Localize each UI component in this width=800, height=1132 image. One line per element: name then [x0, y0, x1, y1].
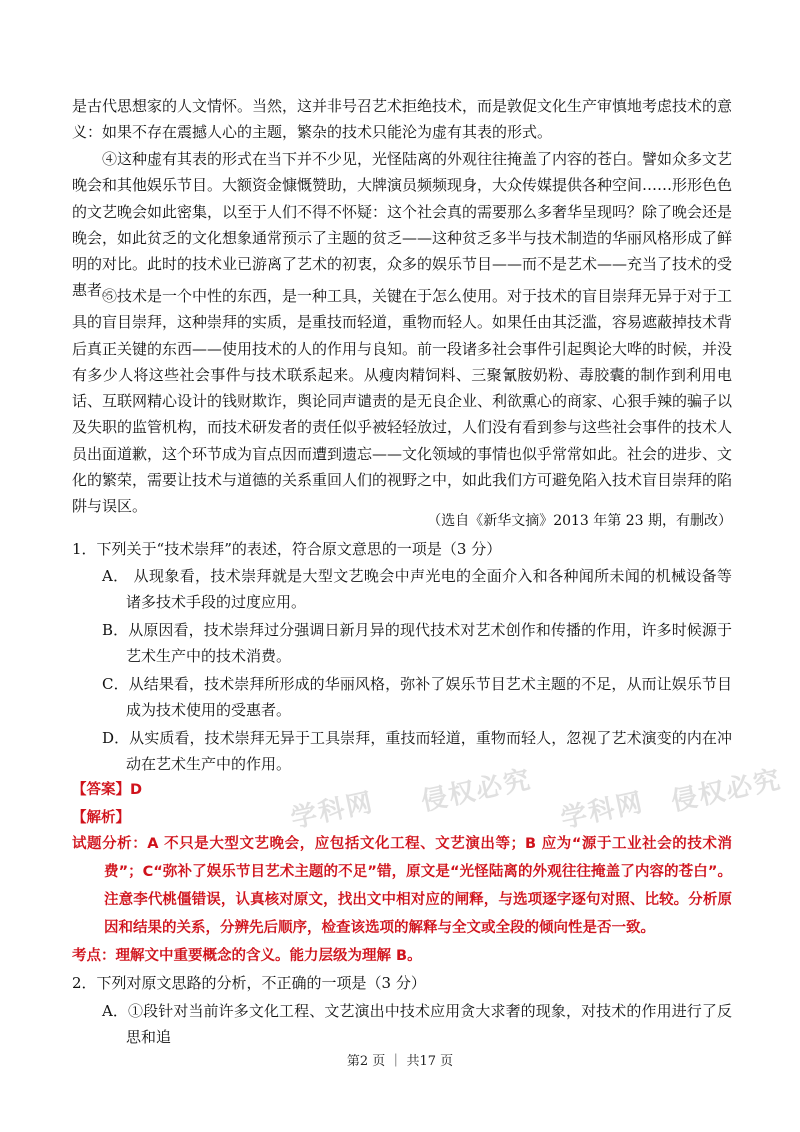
question-1-option-a: A． 从现象看，技术崇拜就是大型文艺晚会中声光电的全面介入和各种闻所未闻的机械设备等诸多技术手段的过度应用。: [102, 567, 732, 611]
question-1-option-c: C．从结果看，技术崇拜所形成的华丽风格，弥补了娱乐节目艺术主题的不足，从而让娱乐节目成为技术使用的受惠者。: [102, 675, 732, 719]
body-paragraph-3: ⑤技术是一个中性的东西，是一种工具，关键在于怎么使用。对于技术的盲目崇拜无异于对于工具的盲目崇拜，这种崇拜的实质，是重技而轻道，重物而轻人。如果任由其泛滥，容易遮蔽掉技术背后真正关键的东西——使用技术的人的作用与良知。前一段诸多社会事件引起舆论大哗的时候，并没有多少人将这些社会事件与技术联系起来。从瘦肉精饲料、三聚氰胺奶粉、毒胶囊的制作到利用电话、互联网精心设计的钱财欺诈，舆论同声谴责的是无良企业、利欲熏心的商家、心狠手辣的骗子以及失职的监管机构，而技术研发者的责任似乎被轻轻放过，人们没有看到参与这些社会事件的技术人员出面道歉，这个环节成为盲点因而遭到遗忘——文化领域的事情也似乎常常如此。社会的进步、文化的繁荣，需要让技术与道德的关系重回人们的视野之中，如此我们方可避免陷入技术盲目崇拜的陷阱与误区。: [72, 287, 733, 516]
source-note: （选自《新华文摘》2013 年第 23 期，有删改）: [427, 513, 732, 529]
kaodian: 考点：理解文中重要概念的含义。能力层级为理解 B。: [72, 948, 422, 964]
body-paragraph-1: 是古代思想家的人文情怀。当然，这并非号召艺术拒绝技术，而是敦促文化生产审慎地考虑技术的意义：如果不存在震撼人心的主题，繁杂的技术只能沦为虚有其表的形式。: [72, 97, 733, 142]
question-1-stem: 1．下列关于“技术崇拜”的表述，符合原文意思的一项是（3 分）: [72, 540, 502, 558]
answer-value: D: [130, 782, 143, 798]
watermark: 学科网: [558, 787, 647, 835]
watermark: 侵权必究: [418, 764, 535, 818]
analysis-text: 试题分析：A 不只是大型文艺晚会，应包括文化工程、文艺演出等；B 应为“源于工业社会的技术消费”；C“弥补了娱乐节目艺术主题的不足”错，原文是“光怪陆离的外观往往掩盖了内容的苍白”。注意李代桃僵错误，认真核对原文，找出文中相对应的闸释，与选项逐字逐句对照、比较。分析原因和结果的关系，分辨先后顺序，检查该选项的解释与全文或全段的倾向性是否一致。: [72, 836, 732, 936]
watermark: 学科网: [288, 787, 377, 835]
watermark: 侵权必究: [668, 764, 785, 818]
question-2-option-a: A．①段针对当前许多文化工程、文艺演出中技术应用贪大求奢的现象，对技术的作用进行了反思和追: [102, 1002, 732, 1046]
body-paragraph-2: ④这种虚有其表的形式在当下并不少见，光怪陆离的外观往往掩盖了内容的苍白。譬如众多文艺晚会和其他娱乐节目。大额资金慷慨赞助，大牌演员频频现身，大众传媒提供各种空间……形形色色的文艺晚会如此密集，以至于人们不得不怀疑：这个社会真的需要那么多奢华呈现吗？除了晚会还是晚会，如此贫乏的文化想象通常预示了主题的贫乏——这种贫乏多半与技术制造的华丽风格形成了鲜明的对比。此时的技术业已游离了艺术的初衷，众多的娱乐节目——而不是艺术——充当了技术的受惠者。: [72, 150, 733, 300]
question-1-option-b: B．从原因看，技术崇拜过分强调日新月异的现代技术对艺术创作和传播的作用，许多时候源于艺术生产中的技术消费。: [102, 621, 732, 665]
question-1-option-d: D．从实质看，技术崇拜无异于工具崇拜，重技而轻道，重物而轻人，忽视了艺术演变的内在冲动在艺术生产中的作用。: [102, 729, 732, 773]
question-2-stem: 2．下列对原文思路的分析，不正确的一项是（3 分）: [72, 974, 426, 992]
answer-label: 【答案】: [72, 782, 130, 798]
analysis-label: 【解析】: [72, 810, 130, 826]
answer-line: [72, 778, 142, 799]
page-footer: 第2 页 ｜ 共17 页: [346, 1054, 454, 1069]
